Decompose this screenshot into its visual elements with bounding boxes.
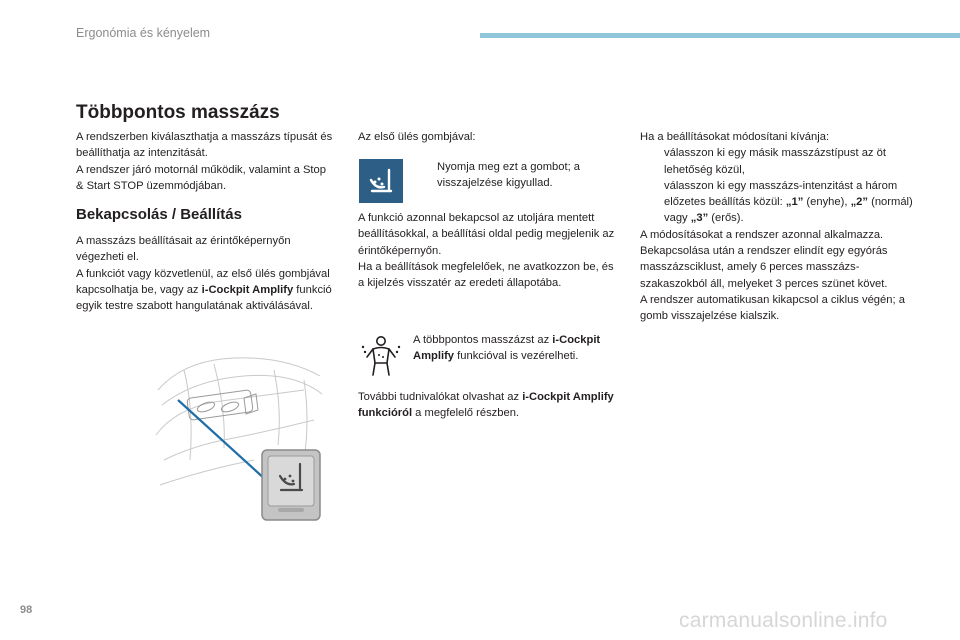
page-title: Többpontos masszázs [76, 102, 280, 123]
massage-cycle-paragraph: Bekapcsolása után a rendszer elindít egy egyórás masszázsciklust, amely 6 perces masszázs-szakaszokból áll, melyeket 3 perces szünet követ. [640, 245, 888, 290]
header-accent-bar [480, 33, 960, 38]
press-button-step [413, 159, 618, 192]
i-cockpit-amplify-term: i-Cockpit Amplify [201, 283, 294, 296]
intro-text [76, 129, 336, 194]
settings-change-text [640, 129, 915, 325]
bullet-massage-type [640, 145, 915, 178]
press-button-text: Nyomja meg ezt a gombot; a visszajelzése kigyullad. [437, 161, 581, 190]
section-subtitle: Bekapcsolás / Beállítás [76, 206, 242, 223]
button-lead-text: Az első ülés gombjával: [358, 131, 476, 143]
activation-text [76, 233, 338, 314]
activation-paragraph-1: A masszázs beállításait az érintőképernyőn végezheti el. [76, 235, 291, 264]
section-header-title: Ergonómia és kényelem [76, 26, 211, 40]
seat-illustration-svg [154, 350, 324, 525]
seat-controls-illustration [154, 350, 324, 525]
enlarged-massage-button [262, 450, 320, 520]
activation-paragraph-2: A funkciót vagy közvetlenül, az első ülés gombjával kapcsolhatja be, vagy az i-Cockpit Amplify funkció egyik testre szabott hangulatának aktiválásával. [76, 267, 332, 313]
activation-result-paragraph-1: A funkció azonnal bekapcsol az utoljára mentett beállításokkal, a beállítási oldal pedig megjelenik az érintőképernyőn. [358, 212, 615, 257]
settings-change-lead: Ha a beállításokat módosítani kívánja: [640, 131, 830, 143]
auto-off-paragraph: A rendszer automatikusan kikapcsol a ciklus végén; a gomb visszajelzése kialszik. [640, 293, 905, 323]
intro-paragraph-2: A rendszer járó motornál működik, valamint a Stop & Start STOP üzemmódjában. [76, 163, 326, 192]
activation-result-text [358, 210, 618, 291]
bullet-massage-intensity [640, 178, 915, 227]
i-cockpit-amplify-reference: i-Cockpit Amplify funkcióról [358, 391, 614, 420]
bullet-marker [413, 159, 437, 192]
page-number: 98 [20, 604, 33, 616]
i-cockpit-amplify-term: i-Cockpit Amplify [413, 334, 601, 363]
watermark: carmanualsonline.info [679, 609, 888, 632]
settings-applied-paragraph: A módosításokat a rendszer azonnal alkalmazza. [640, 228, 884, 241]
massage-person-icon [359, 333, 403, 377]
massage-type-text: válasszon ki egy másik masszázstípust az öt lehetőség közül, [664, 147, 886, 176]
amplify-note-text [413, 332, 618, 365]
more-info-paragraph: További tudnivalókat olvashat az i-Cockpit Amplify funkcióról a megfelelő részben. [358, 391, 614, 420]
massage-intensity-text: válasszon ki egy masszázs-intenzitást a három előzetes beállítás közül: „1” (enyhe), „2” (normál) vagy „3” (erős). [664, 179, 913, 225]
amplify-note-paragraph: A többpontos masszázst az i-Cockpit Amplify funkcióval is vezérelheti. [413, 334, 601, 363]
intro-paragraph-1: A rendszerben kiválaszthatja a masszázs típusát és beállíthatja az intenzitását. [76, 131, 333, 160]
more-info-text [358, 389, 618, 422]
massage-seat-button-icon [359, 159, 403, 203]
activation-result-paragraph-2: Ha a beállítások megfelelőek, ne avatkozzon be, és a kijelzés visszatér az eredeti állapotába. [358, 260, 614, 290]
bullet-marker [640, 145, 664, 178]
bullet-marker [640, 178, 664, 227]
